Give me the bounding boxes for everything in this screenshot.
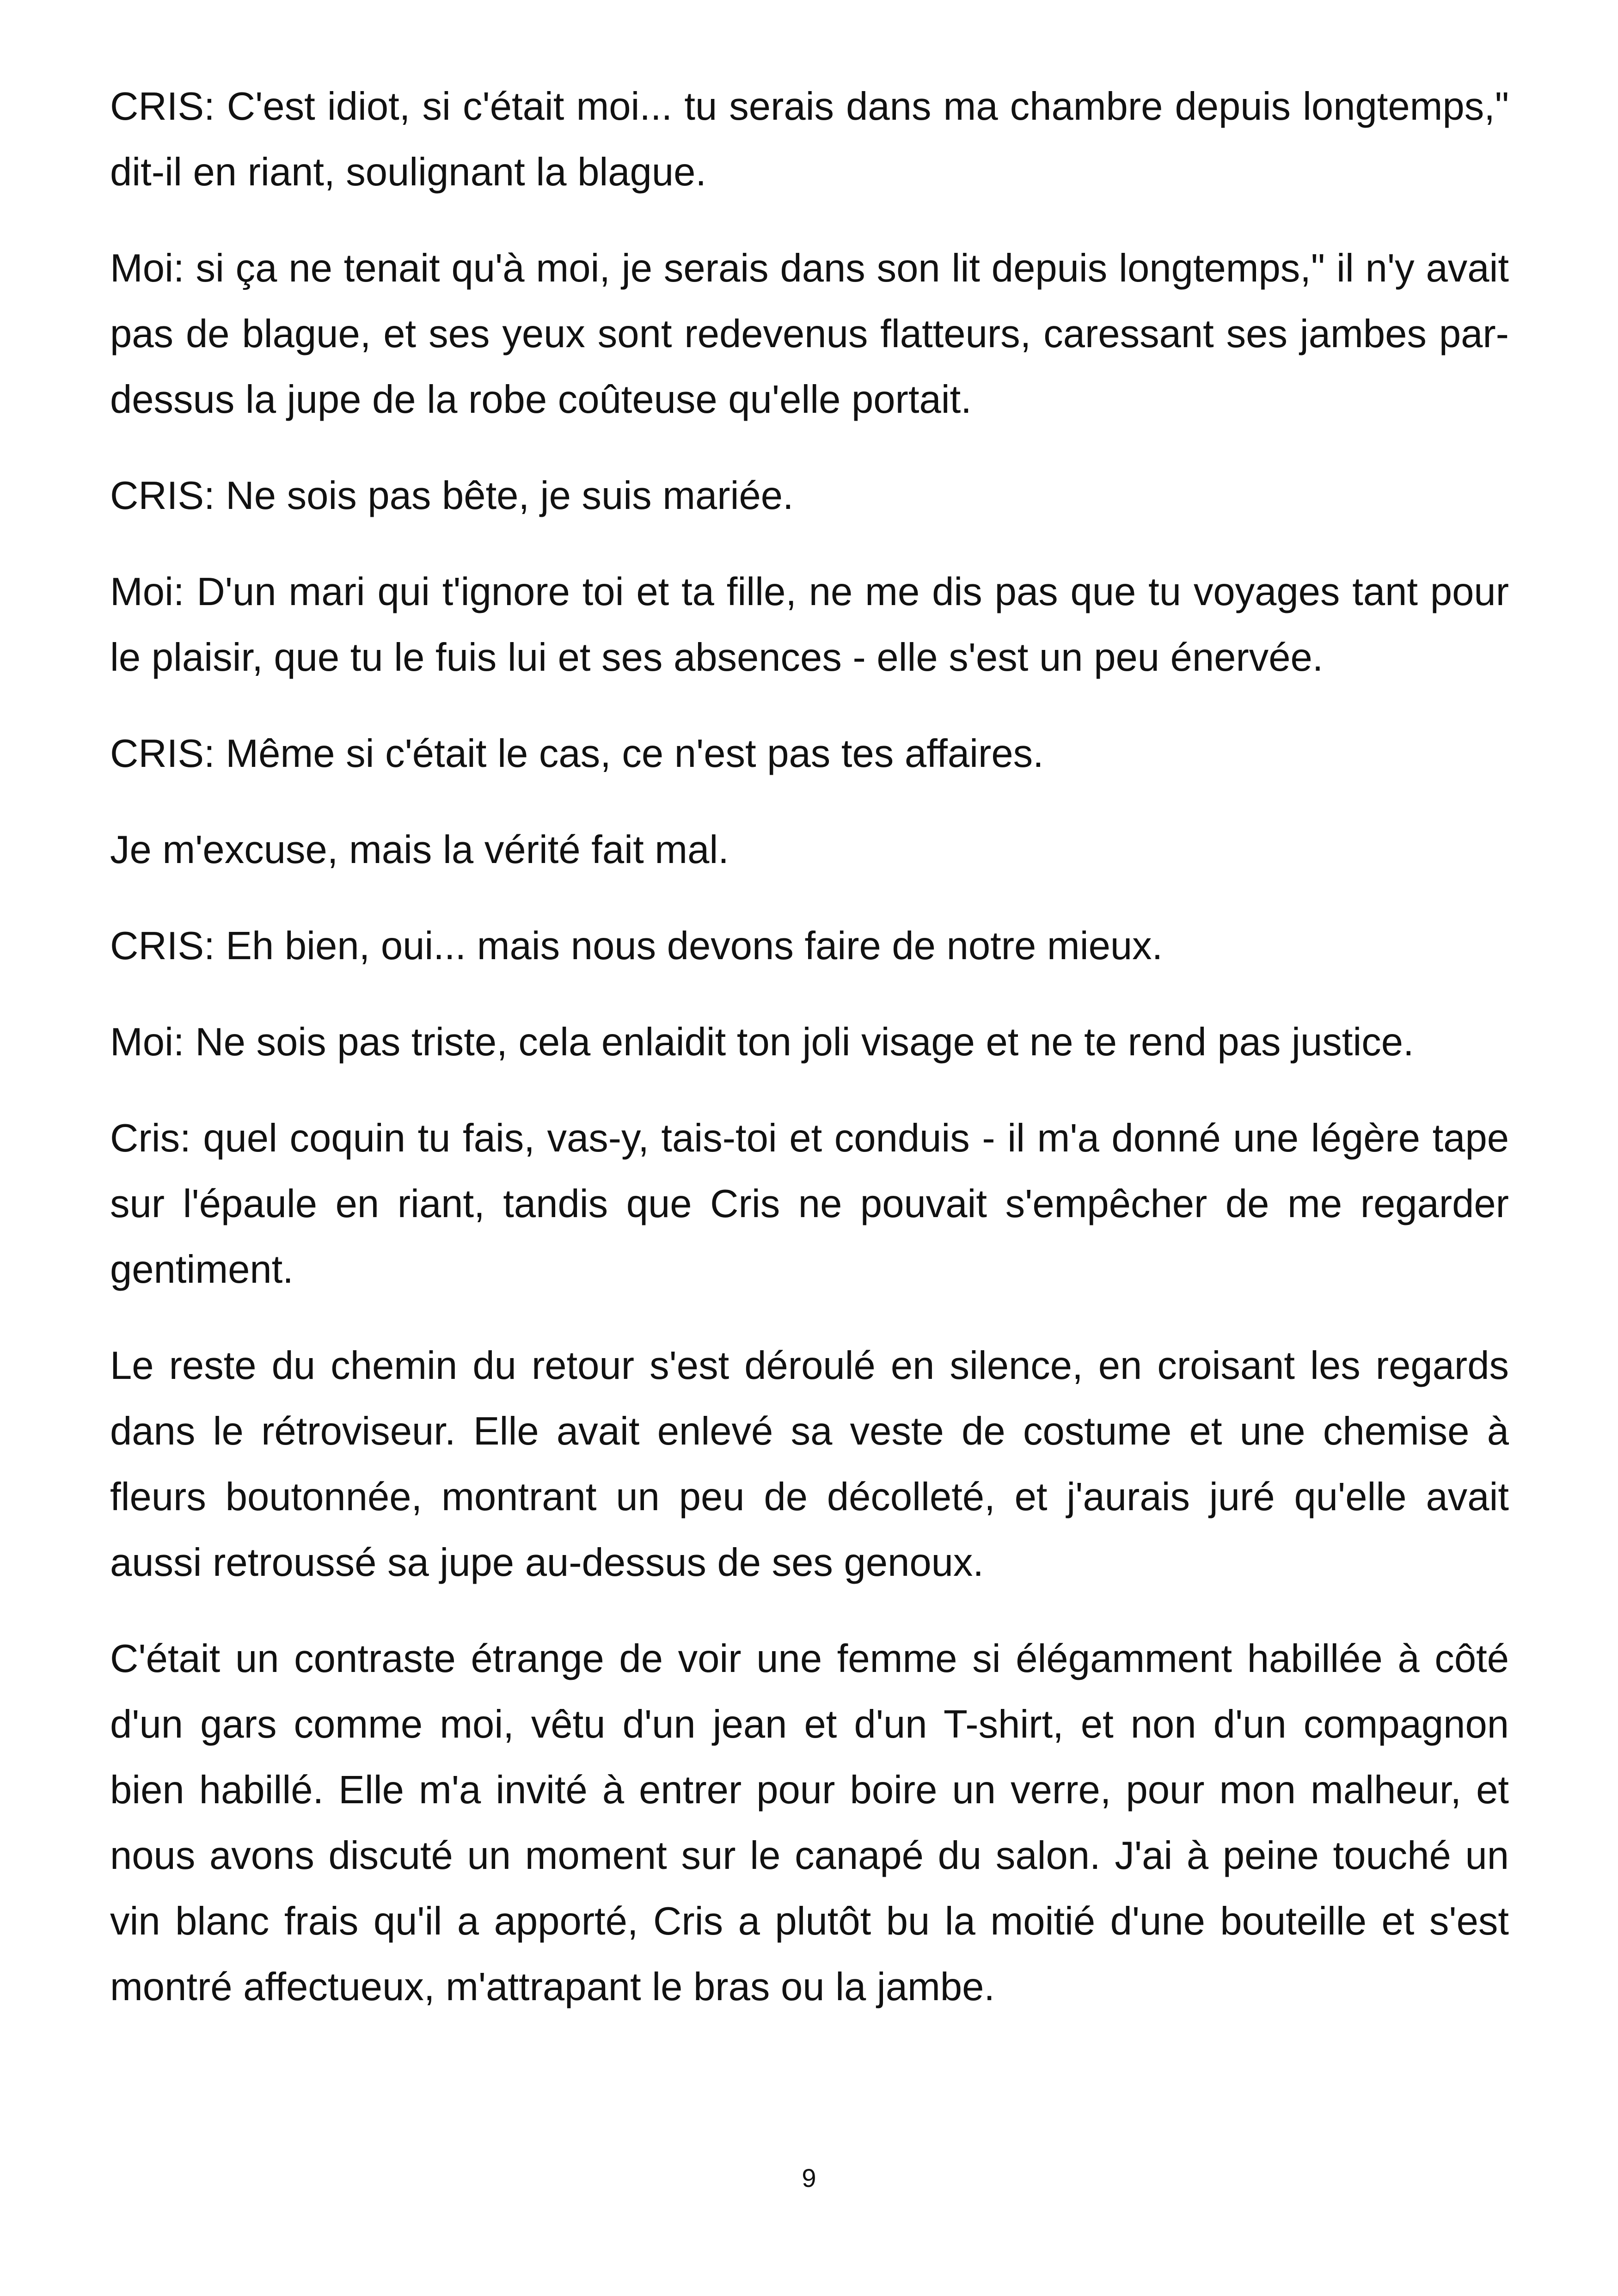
page-number: 9 xyxy=(802,2163,816,2192)
paragraph: CRIS: C'est idiot, si c'était moi... tu serais dans ma chambre depuis longtemps," dit-il en riant, soulignant la blague. xyxy=(110,85,1509,194)
paragraph: CRIS: Eh bien, oui... mais nous devons faire de notre mieux. xyxy=(110,924,1163,968)
paragraph: Le reste du chemin du retour s'est déroulé en silence, en croisant les regards dans le rétroviseur. Elle avait enlevé sa veste de costume et une chemise à fleurs boutonnée, montrant un peu de décolleté, et j'aurais juré qu'elle avait aussi retroussé sa jupe au-dessus de ses genoux. xyxy=(110,1344,1509,1585)
document-body xyxy=(110,74,1509,2051)
paragraph: CRIS: Ne sois pas bête, je suis mariée. xyxy=(110,474,794,518)
paragraph: Moi: si ça ne tenait qu'à moi, je serais dans son lit depuis longtemps," il n'y avait pas de blague, et ses yeux sont redevenus flatteurs, caressant ses jambes par-dessus la jupe de la robe coûteuse qu'elle portait. xyxy=(110,246,1509,422)
paragraph: CRIS: Même si c'était le cas, ce n'est pas tes affaires. xyxy=(110,732,1044,776)
paragraph: Moi: Ne sois pas triste, cela enlaidit ton joli visage et ne te rend pas justice. xyxy=(110,1020,1414,1064)
paragraph: Cris: quel coquin tu fais, vas-y, tais-toi et conduis - il m'a donné une légère tape sur l'épaule en riant, tandis que Cris ne pouvait s'empêcher de me regarder gentiment. xyxy=(110,1116,1509,1292)
paragraph: C'était un contraste étrange de voir une femme si élégamment habillée à côté d'un gars comme moi, vêtu d'un jean et d'un T-shirt, et non d'un compagnon bien habillé. Elle m'a invité à entrer pour boire un verre, pour mon malheur, et nous avons discuté un moment sur le canapé du salon. J'ai à peine touché un vin blanc frais qu'il a apporté, Cris a plutôt bu la moitié d'une bouteille et s'est montré affectueux, m'attrapant le bras ou la jambe. xyxy=(110,1637,1509,2009)
paragraph: Je m'excuse, mais la vérité fait mal. xyxy=(110,828,729,872)
paragraph: Moi: D'un mari qui t'ignore toi et ta fille, ne me dis pas que tu voyages tant pour le plaisir, que tu le fuis lui et ses absences - elle s'est un peu énervée. xyxy=(110,570,1509,680)
